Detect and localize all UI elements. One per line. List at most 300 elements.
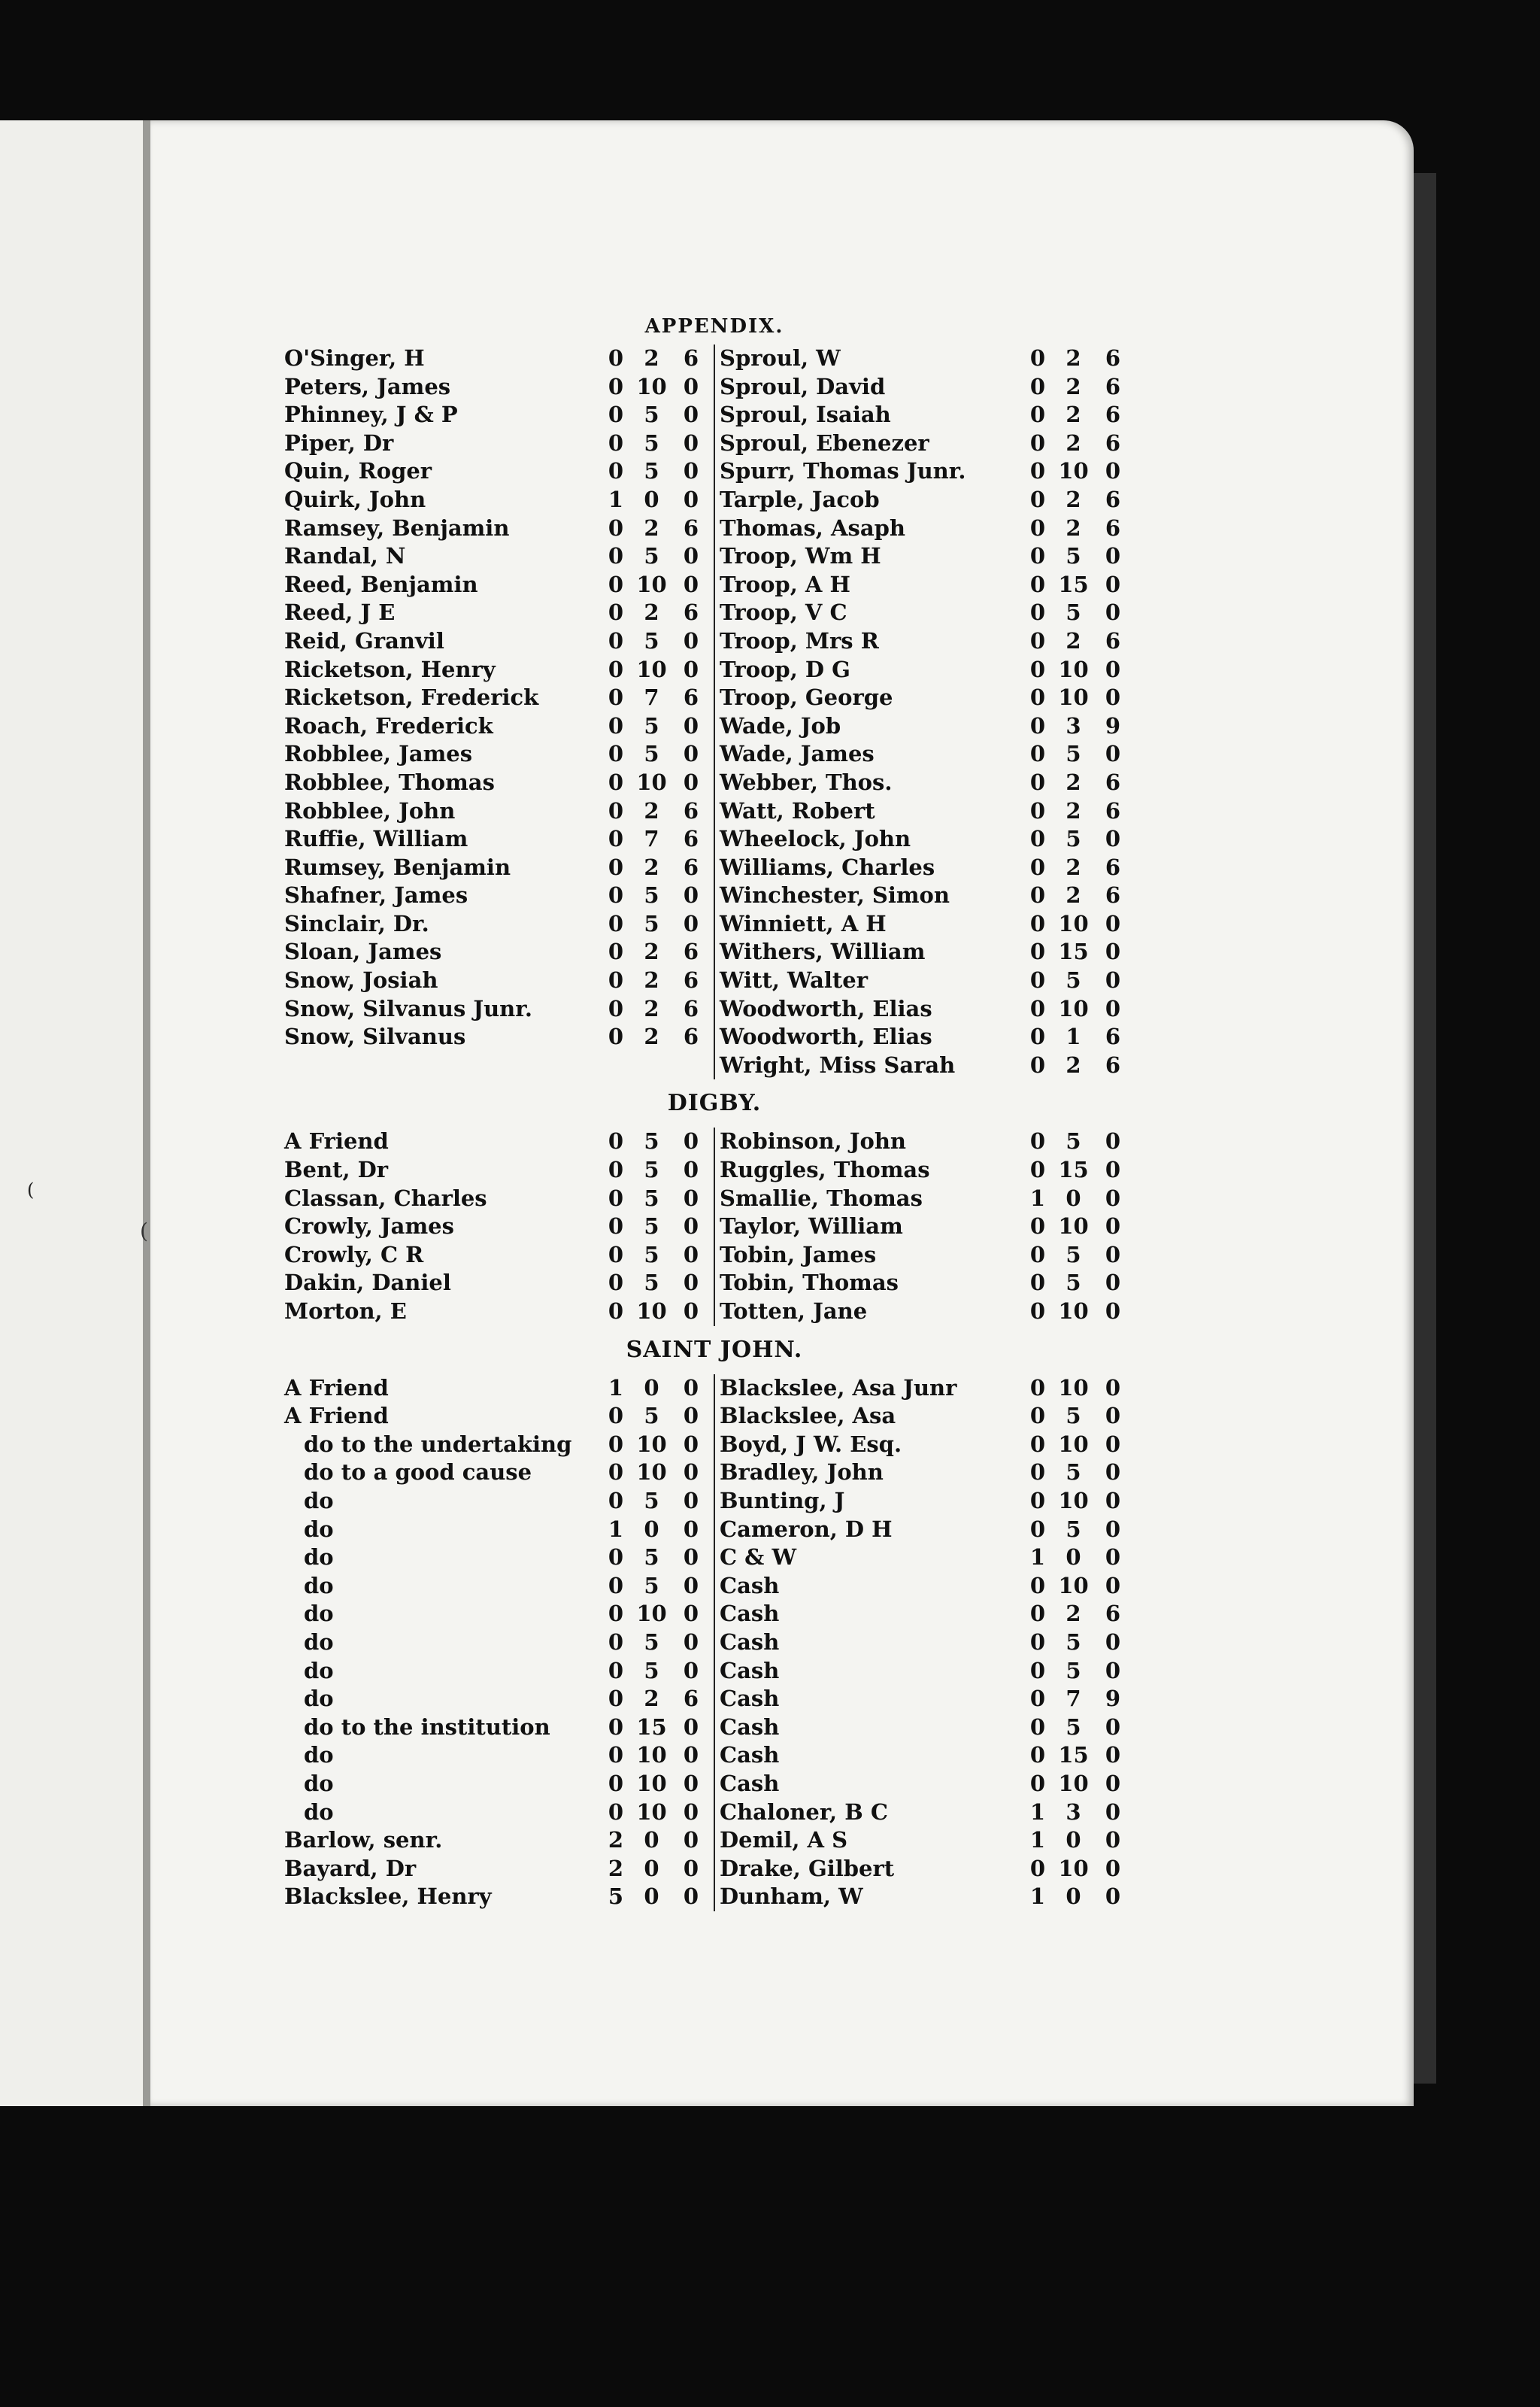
subscriber-name: A Friend: [284, 1403, 389, 1429]
amount-shillings: 15: [1058, 939, 1089, 965]
amount-pounds: 0: [1029, 1770, 1046, 1796]
amount-shillings: 5: [644, 543, 659, 569]
subscriber-name: Cameron, D H: [720, 1516, 893, 1542]
left-column: [278, 345, 714, 1079]
amount-pounds: 0: [1029, 402, 1046, 428]
amount-pence: 0: [1105, 543, 1121, 569]
amount: [601, 1572, 714, 1601]
subscriber-row: [715, 486, 1150, 514]
amount-pounds: 0: [608, 1798, 624, 1825]
amount-pounds: 0: [1029, 514, 1046, 541]
amount-pounds: 0: [608, 1157, 624, 1183]
left-column: [278, 1128, 714, 1325]
subscriber-name: Roach, Frederick: [284, 712, 493, 739]
amount-pence: 0: [1105, 1459, 1121, 1486]
amount-pence: 0: [683, 1298, 699, 1324]
subscriber-name: Robblee, John: [284, 797, 456, 824]
subscriber-row: [715, 769, 1150, 797]
subscriber-name: Bunting, J: [720, 1487, 845, 1513]
subscriber-row: [278, 1213, 714, 1241]
amount-shillings: 0: [644, 1374, 659, 1401]
subscriber-name: Classan, Charles: [284, 1185, 487, 1211]
amount: [601, 1628, 714, 1657]
amount-pounds: 0: [608, 1270, 624, 1296]
subscriber-name: Blackslee, Henry: [284, 1883, 492, 1910]
amount-shillings: 5: [1066, 1241, 1081, 1267]
amount-pence: 0: [683, 741, 699, 767]
amount-pence: 0: [683, 1241, 699, 1267]
subscriber-row: [715, 1269, 1150, 1298]
amount: [601, 1213, 714, 1241]
amount-pence: 0: [683, 1459, 699, 1486]
amount-shillings: 10: [636, 1601, 667, 1627]
amount-pounds: 0: [608, 910, 624, 936]
subscriber-row: [278, 1713, 714, 1742]
amount: [601, 1741, 714, 1770]
subscriber-row: [715, 1628, 1150, 1657]
subscriber-row: [278, 825, 714, 854]
left-column: [278, 1374, 714, 1911]
amount: [601, 854, 714, 882]
amount: [601, 599, 714, 627]
subscriber-name: do: [304, 1742, 334, 1768]
amount-pounds: 0: [1029, 1855, 1046, 1881]
amount-pounds: 0: [608, 797, 624, 824]
subscriber-row: [715, 684, 1150, 712]
amount-shillings: 5: [644, 882, 659, 909]
amount-shillings: 2: [1066, 882, 1081, 909]
amount-pence: 0: [1105, 939, 1121, 965]
amount-shillings: 10: [1058, 458, 1089, 484]
subscriber-row: [715, 1156, 1150, 1185]
amount-shillings: 2: [1066, 514, 1081, 541]
amount-pounds: 0: [608, 712, 624, 739]
amount-pence: 0: [683, 1157, 699, 1183]
amount-shillings: 5: [1066, 1403, 1081, 1429]
subscriber-row: [715, 797, 1150, 826]
previous-page: [0, 120, 147, 2106]
amount-pounds: 2: [608, 1855, 624, 1881]
subscriber-row: [715, 1741, 1150, 1770]
amount: [601, 1431, 714, 1459]
subscriber-row: [278, 1458, 714, 1487]
amount-pounds: 0: [1029, 1374, 1046, 1401]
amount-pounds: 0: [608, 1770, 624, 1796]
subscriber-row: [278, 910, 714, 939]
amount-pounds: 2: [608, 1827, 624, 1853]
subscriber-name: do: [304, 1770, 334, 1796]
subscriber-row: [278, 995, 714, 1024]
subscriber-row: [715, 910, 1150, 939]
amount-pounds: 0: [1029, 797, 1046, 824]
amount-pounds: 0: [1029, 627, 1046, 654]
amount: [601, 1298, 714, 1326]
amount-pence: 6: [1105, 1052, 1121, 1078]
amount: [1023, 1685, 1135, 1713]
amount-pence: 6: [1105, 1601, 1121, 1627]
amount: [1023, 910, 1135, 939]
subscriber-name: Withers, William: [720, 939, 926, 965]
amount-pence: 0: [1105, 1157, 1121, 1183]
subscriber-row: [715, 740, 1150, 769]
amount-shillings: 10: [636, 571, 667, 597]
amount-pence: 6: [1105, 486, 1121, 512]
subscriber-name: Sloan, James: [284, 939, 442, 965]
subscriber-row: [278, 1883, 714, 1911]
right-column: [714, 345, 1150, 1079]
subscriber-row: [715, 542, 1150, 571]
amount-shillings: 10: [636, 373, 667, 399]
amount-shillings: 0: [1066, 1883, 1081, 1910]
amount-pence: 0: [683, 627, 699, 654]
amount: [601, 712, 714, 741]
amount: [1023, 1543, 1135, 1572]
amount: [601, 429, 714, 458]
subscriber-row: [715, 967, 1150, 995]
amount-pounds: 0: [1029, 1128, 1046, 1155]
amount: [601, 740, 714, 769]
amount-shillings: 3: [1066, 712, 1081, 739]
subscriber-row: [715, 1798, 1150, 1827]
amount: [1023, 1052, 1135, 1080]
subscriber-name: Wade, James: [720, 741, 875, 767]
amount: [1023, 1741, 1135, 1770]
amount-pence: 0: [1105, 1487, 1121, 1513]
amount: [601, 542, 714, 571]
amount-shillings: 5: [644, 458, 659, 484]
subscriber-name: Webber, Thos.: [720, 769, 893, 795]
amount-pounds: 0: [1029, 1516, 1046, 1542]
amount-pounds: 0: [1029, 656, 1046, 682]
subscriber-name: Shafner, James: [284, 882, 468, 909]
amount-pounds: 0: [608, 1213, 624, 1240]
subscriber-name: Winniett, A H: [720, 910, 887, 936]
subscriber-name: Sproul, David: [720, 373, 886, 399]
amount-pence: 6: [683, 599, 699, 626]
amount-pounds: 0: [608, 1544, 624, 1571]
amount-pence: 9: [1105, 1686, 1121, 1712]
amount: [1023, 712, 1135, 741]
amount-pence: 6: [1105, 402, 1121, 428]
amount-pence: 0: [1105, 1431, 1121, 1457]
subscriber-name: Drake, Gilbert: [720, 1855, 895, 1881]
subscriber-row: [715, 938, 1150, 967]
amount: [1023, 1374, 1135, 1403]
amount-pounds: 0: [608, 741, 624, 767]
amount-shillings: 10: [1058, 1374, 1089, 1401]
amount-shillings: 0: [1066, 1544, 1081, 1571]
subscriber-row: [715, 1657, 1150, 1686]
subscriber-row: [715, 1487, 1150, 1516]
amount-shillings: 5: [1066, 1657, 1081, 1683]
amount-pounds: 0: [608, 769, 624, 795]
amount-pence: 0: [1105, 995, 1121, 1021]
amount: [1023, 345, 1135, 373]
amount: [1023, 1657, 1135, 1686]
amount: [1023, 1241, 1135, 1270]
subscriber-name: Ruggles, Thomas: [720, 1157, 930, 1183]
amount-pence: 0: [683, 769, 699, 795]
amount-pounds: 0: [1029, 429, 1046, 456]
subscriber-row: [278, 1128, 714, 1156]
amount-pounds: 0: [1029, 1628, 1046, 1655]
amount-pence: 6: [1105, 627, 1121, 654]
subscriber-name: Williams, Charles: [720, 854, 935, 880]
amount-shillings: 10: [636, 1798, 667, 1825]
amount: [601, 571, 714, 599]
subscriber-name: do: [304, 1544, 334, 1571]
amount-pence: 0: [1105, 1742, 1121, 1768]
amount-pence: 6: [683, 854, 699, 880]
amount-shillings: 7: [644, 826, 659, 852]
amount-pence: 6: [1105, 373, 1121, 399]
subscriber-name: do: [304, 1601, 334, 1627]
subscriber-row: [715, 712, 1150, 741]
amount-pounds: 0: [1029, 373, 1046, 399]
amount: [601, 910, 714, 939]
amount: [1023, 627, 1135, 656]
amount: [601, 1241, 714, 1270]
amount-pence: 0: [683, 543, 699, 569]
amount-pounds: 0: [1029, 1431, 1046, 1457]
subscriber-row: [278, 854, 714, 882]
amount-shillings: 5: [644, 1544, 659, 1571]
subscriber-name: Chaloner, B C: [720, 1798, 888, 1825]
subscriber-row: [278, 1156, 714, 1185]
amount-shillings: 0: [644, 486, 659, 512]
amount-shillings: 2: [1066, 402, 1081, 428]
subscriber-name: Blackslee, Asa Junr: [720, 1374, 957, 1401]
amount-shillings: 2: [1066, 1601, 1081, 1627]
subscriber-row: [715, 1826, 1150, 1855]
amount-pounds: 0: [1029, 1298, 1046, 1324]
subscriber-row: [278, 627, 714, 656]
amount: [601, 1600, 714, 1628]
subscriber-row: [278, 373, 714, 402]
subscriber-name: Cash: [720, 1713, 780, 1740]
subscriber-name: Crowly, James: [284, 1213, 454, 1240]
amount-shillings: 10: [636, 1770, 667, 1796]
left-margin-mark: (: [27, 1179, 35, 1200]
amount-pence: 0: [683, 1487, 699, 1513]
amount: [601, 1156, 714, 1185]
section-columns: [278, 1374, 1150, 1911]
amount-pounds: 0: [608, 1572, 624, 1598]
subscriber-row: [278, 1628, 714, 1657]
amount-pence: 0: [683, 1657, 699, 1683]
amount-pounds: 0: [608, 995, 624, 1021]
subscriber-name: do to the undertaking: [304, 1431, 572, 1457]
amount-pounds: 1: [608, 1516, 624, 1542]
subscriber-row: [278, 486, 714, 514]
amount-pounds: 0: [608, 1487, 624, 1513]
subscriber-row: [278, 1402, 714, 1431]
amount-shillings: 2: [644, 797, 659, 824]
subscriber-name: Cash: [720, 1657, 780, 1683]
subscriber-name: Taylor, William: [720, 1213, 903, 1240]
amount-pounds: 0: [608, 1686, 624, 1712]
amount-shillings: 15: [1058, 1742, 1089, 1768]
amount-pence: 0: [1105, 741, 1121, 767]
subscriber-name: do: [304, 1628, 334, 1655]
amount-pounds: 0: [1029, 1459, 1046, 1486]
amount: [601, 1855, 714, 1883]
subscriber-name: Dunham, W: [720, 1883, 863, 1910]
amount-pence: 0: [683, 1601, 699, 1627]
amount-shillings: 5: [1066, 1459, 1081, 1486]
amount-pounds: 0: [1029, 486, 1046, 512]
subscriber-row: [715, 514, 1150, 543]
subscriber-name: Woodworth, Elias: [720, 995, 932, 1021]
amount-shillings: 5: [1066, 1516, 1081, 1542]
amount-shillings: 10: [1058, 1431, 1089, 1457]
amount: [601, 769, 714, 797]
subscriber-name: Demil, A S: [720, 1827, 848, 1853]
amount-pounds: 0: [608, 373, 624, 399]
subscriber-row: [278, 1855, 714, 1883]
amount: [601, 627, 714, 656]
subscriber-name: do: [304, 1798, 334, 1825]
amount: [1023, 486, 1135, 514]
amount-shillings: 0: [644, 1855, 659, 1881]
amount-pence: 0: [1105, 826, 1121, 852]
subscriber-row: [715, 1713, 1150, 1742]
amount-pence: 0: [1105, 1628, 1121, 1655]
subscriber-row: [278, 1572, 714, 1601]
amount-pence: 0: [683, 402, 699, 428]
amount: [601, 1770, 714, 1798]
amount-pence: 0: [683, 882, 699, 909]
amount-shillings: 2: [1066, 797, 1081, 824]
amount-shillings: 15: [1058, 1157, 1089, 1183]
subscriber-name: Bent, Dr: [284, 1157, 389, 1183]
subscriber-row: [278, 882, 714, 910]
amount-shillings: 5: [644, 429, 659, 456]
amount-pounds: 0: [1029, 826, 1046, 852]
amount: [601, 1883, 714, 1911]
amount-shillings: 2: [1066, 486, 1081, 512]
amount-shillings: 10: [1058, 656, 1089, 682]
amount: [601, 656, 714, 684]
amount-pence: 0: [683, 712, 699, 739]
subscriber-name: Thomas, Asaph: [720, 514, 905, 541]
subscriber-name: Ricketson, Henry: [284, 656, 496, 682]
amount-pounds: 0: [1029, 599, 1046, 626]
amount-pence: 0: [683, 571, 699, 597]
amount-pence: 0: [683, 910, 699, 936]
subscriber-name: C & W: [720, 1544, 797, 1571]
subscriber-row: [278, 429, 714, 458]
subscriber-row: [278, 1543, 714, 1572]
amount-pounds: 0: [1029, 712, 1046, 739]
amount-pounds: 0: [608, 1657, 624, 1683]
subscriber-row: [715, 1685, 1150, 1713]
amount: [601, 797, 714, 826]
amount-shillings: 10: [636, 1431, 667, 1457]
amount-pounds: 0: [608, 571, 624, 597]
subscriber-name: Wade, Job: [720, 712, 841, 739]
amount-pence: 6: [1105, 345, 1121, 371]
amount-shillings: 10: [1058, 910, 1089, 936]
amount-pence: 0: [683, 1128, 699, 1155]
subscriber-row: [278, 1241, 714, 1270]
amount-shillings: 0: [1066, 1185, 1081, 1211]
amount-pence: 0: [683, 1713, 699, 1740]
amount-shillings: 10: [636, 1298, 667, 1324]
subscriber-row: [715, 1298, 1150, 1326]
amount-pence: 0: [1105, 1713, 1121, 1740]
amount-pence: 0: [1105, 1270, 1121, 1296]
amount-shillings: 10: [1058, 1213, 1089, 1240]
subscriber-name: Troop, Mrs R: [720, 627, 879, 654]
amount-shillings: 3: [1066, 1798, 1081, 1825]
section-columns: [278, 1128, 1150, 1325]
subscriber-row: [278, 1516, 714, 1544]
subscriber-name: Robblee, Thomas: [284, 769, 495, 795]
subscriber-row: [278, 1770, 714, 1798]
amount-pence: 0: [683, 1628, 699, 1655]
amount-shillings: 5: [644, 402, 659, 428]
subscriber-name: do to a good cause: [304, 1459, 532, 1486]
subscriber-name: Bradley, John: [720, 1459, 884, 1486]
subscriber-name: Snow, Josiah: [284, 967, 438, 994]
amount-shillings: 5: [1066, 967, 1081, 994]
subscriber-row: [278, 1657, 714, 1686]
subscription-list: [278, 308, 1150, 1911]
subscriber-row: [278, 401, 714, 429]
amount-pence: 0: [683, 1270, 699, 1296]
subscriber-name: Troop, Wm H: [720, 543, 881, 569]
amount: [601, 1185, 714, 1213]
amount-shillings: 15: [636, 1713, 667, 1740]
subscriber-name: Ricketson, Frederick: [284, 684, 539, 711]
amount-shillings: 5: [1066, 1128, 1081, 1155]
amount-pounds: 0: [608, 826, 624, 852]
amount-pounds: 0: [608, 1459, 624, 1486]
subscriber-name: Sproul, Ebenezer: [720, 429, 929, 456]
amount-pounds: 0: [1029, 1403, 1046, 1429]
subscriber-row: [715, 599, 1150, 627]
amount-pounds: 0: [608, 854, 624, 880]
amount: [601, 825, 714, 854]
amount-shillings: 10: [1058, 1855, 1089, 1881]
amount-shillings: 15: [1058, 571, 1089, 597]
amount-pence: 0: [1105, 656, 1121, 682]
amount-pence: 6: [683, 1024, 699, 1050]
amount-pence: 6: [683, 797, 699, 824]
amount: [1023, 457, 1135, 486]
amount-pence: 0: [1105, 1374, 1121, 1401]
subscriber-row: [278, 1798, 714, 1827]
amount: [1023, 1572, 1135, 1601]
amount-pounds: 0: [1029, 1213, 1046, 1240]
amount-pence: 0: [1105, 1770, 1121, 1796]
amount-pence: 0: [1105, 1213, 1121, 1240]
subscriber-row: [715, 401, 1150, 429]
amount-shillings: 2: [644, 1686, 659, 1712]
amount-pounds: 1: [608, 1374, 624, 1401]
subscriber-name: Totten, Jane: [720, 1298, 868, 1324]
amount: [1023, 1023, 1135, 1052]
amount-pounds: 0: [1029, 910, 1046, 936]
amount-pence: 0: [1105, 1855, 1121, 1881]
subscriber-name: Boyd, J W. Esq.: [720, 1431, 902, 1457]
subscriber-row: [278, 542, 714, 571]
amount-pounds: 1: [1029, 1185, 1046, 1211]
amount-pounds: 0: [1029, 939, 1046, 965]
gutter-mark: (: [140, 1219, 148, 1243]
amount-pounds: 0: [1029, 1572, 1046, 1598]
